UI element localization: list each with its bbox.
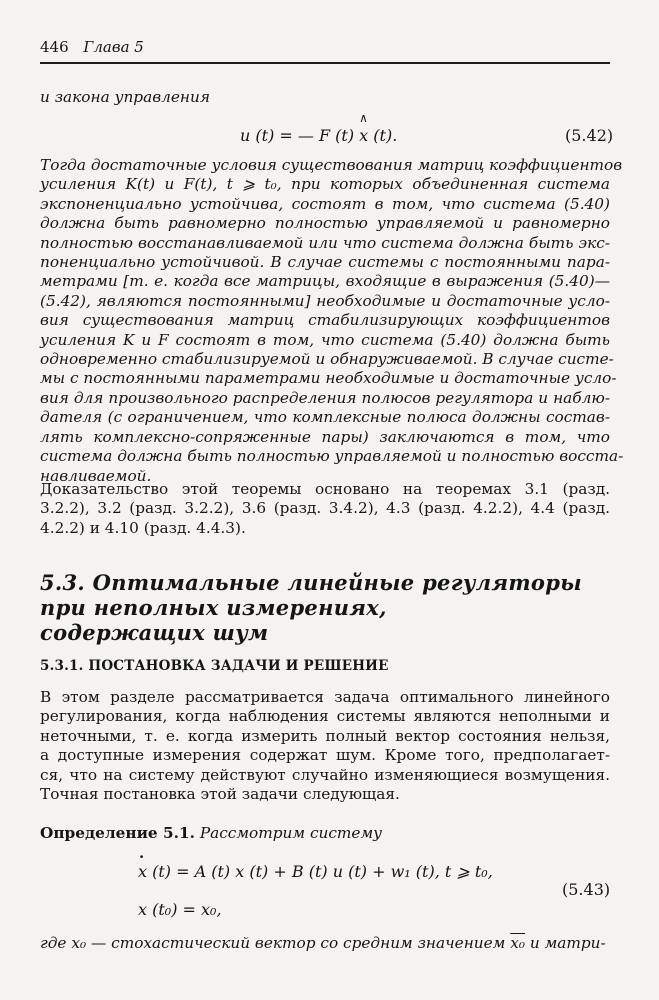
- proof-paragraph: [40, 480, 610, 538]
- equation-5-43-line1-rest: (t) = A (t) x (t) + B (t) u (t) + w₁ (t), t ⩾ t₀,: [147, 862, 493, 881]
- definition-text: Рассмотрим систему: [199, 824, 383, 842]
- section-title-line: при неполных измерениях,: [40, 595, 387, 620]
- text-line: навливаемой.: [40, 466, 152, 485]
- final-line-suffix: и матри-: [525, 934, 606, 952]
- mean-x0-var: x₀: [510, 934, 525, 952]
- subsection-title: 5.3.1. ПОСТАНОВКА ЗАДАЧИ И РЕШЕНИЕ: [40, 658, 389, 674]
- dot-x-var: · x: [138, 862, 147, 881]
- text-line: должна быть равномерно полностью управляемой и равномерно: [40, 214, 610, 233]
- text-line: поненциально устойчивой. В случае системы с постоянными пара-: [40, 253, 610, 272]
- equation-5-43-line2: x (t₀) = x₀,: [138, 900, 222, 919]
- text-line: Тогда достаточные условия существования матриц коэффициентов: [40, 156, 623, 174]
- page-number: 446: [40, 38, 69, 56]
- text-line: система должна быть полностью управляемой и полностью восста-: [40, 447, 624, 466]
- intro-text: и закона управления: [40, 88, 210, 106]
- equation-5-43-number: (5.43): [562, 880, 611, 899]
- page-header: [40, 38, 144, 56]
- text-line: ся, что на систему действуют случайно изменяющиеся возмущения.: [40, 765, 610, 784]
- hat-x-var: ∧ x: [359, 126, 368, 145]
- text-line: 3.2.2), 3.2 (разд. 3.2.2), 3.6 (разд. 3.4.2), 4.3 (разд. 4.2.2), 4.4 (разд.: [40, 499, 610, 518]
- text-line: усиления K и F состоят в том, что система (5.40) должна быть: [40, 330, 610, 349]
- final-line-prefix: где x₀ — стохастический вектор со средним значением: [40, 934, 511, 952]
- equation-5-42-rhs: (t).: [368, 126, 398, 145]
- text-line: а доступные измерения содержат шум. Кроме того, предполагает-: [40, 746, 610, 765]
- text-line: лять комплексно-сопряженные пары) заключаются в том, что: [40, 427, 610, 446]
- text-line: вия для произвольного распределения полюсов регулятора и наблю-: [40, 388, 610, 407]
- text-line: полностью восстанавливаемой или что система должна быть экс-: [40, 233, 610, 252]
- text-line: экспоненциально устойчива, состоят в том, что система (5.40): [40, 194, 610, 213]
- text-line: неточными, т. е. когда измерить полный вектор состояния нельзя,: [40, 726, 610, 745]
- text-line: Точная постановка этой задачи следующая.: [40, 785, 400, 804]
- equation-5-42-number: (5.42): [565, 126, 614, 145]
- section-title-line: содержащих шум: [40, 620, 269, 645]
- text-line: усиления K(t) и F(t), t ⩾ t₀, при которых объединенная система: [40, 175, 610, 194]
- text-line: (5.42), являются постоянными] необходимые и достаточные усло-: [40, 291, 610, 310]
- text-line: вия существования матриц стабилизирующих коэффициентов: [40, 311, 610, 330]
- final-line: [40, 934, 610, 953]
- chapter-title: Глава 5: [83, 38, 144, 56]
- text-line: Доказательство этой теоремы основано на теоремах 3.1 (разд.: [40, 480, 610, 498]
- text-line: регулирования, когда наблюдения системы являются неполными и: [40, 707, 610, 726]
- equation-5-43-line1: [138, 862, 493, 881]
- text-line: 4.2.2) и 4.10 (разд. 4.4.3).: [40, 518, 246, 537]
- text-line: В этом разделе рассматривается задача оптимального линейного: [40, 688, 610, 706]
- definition-line: [40, 824, 610, 843]
- text-line: одновременно стабилизируемой и обнаруживаемой. В случае систе-: [40, 350, 614, 369]
- equation-5-42-lhs: u (t) = — F (t): [240, 126, 360, 145]
- problem-paragraph: [40, 688, 610, 804]
- section-title: [40, 570, 620, 645]
- section-title-line: 5.3. Оптимальные линейные регуляторы: [40, 570, 582, 595]
- definition-label: Определение 5.1.: [40, 824, 195, 842]
- equation-5-42: [240, 126, 397, 145]
- text-line: мы с постоянными параметрами необходимые и достаточные усло-: [40, 369, 617, 388]
- theorem-paragraph: [40, 156, 624, 486]
- header-rule: [40, 62, 610, 64]
- text-line: метрами [т. е. когда все матрицы, входящие в выражения (5.40)—: [40, 272, 610, 291]
- text-line: дателя (с ограничением, что комплексные полюса должны состав-: [40, 408, 610, 427]
